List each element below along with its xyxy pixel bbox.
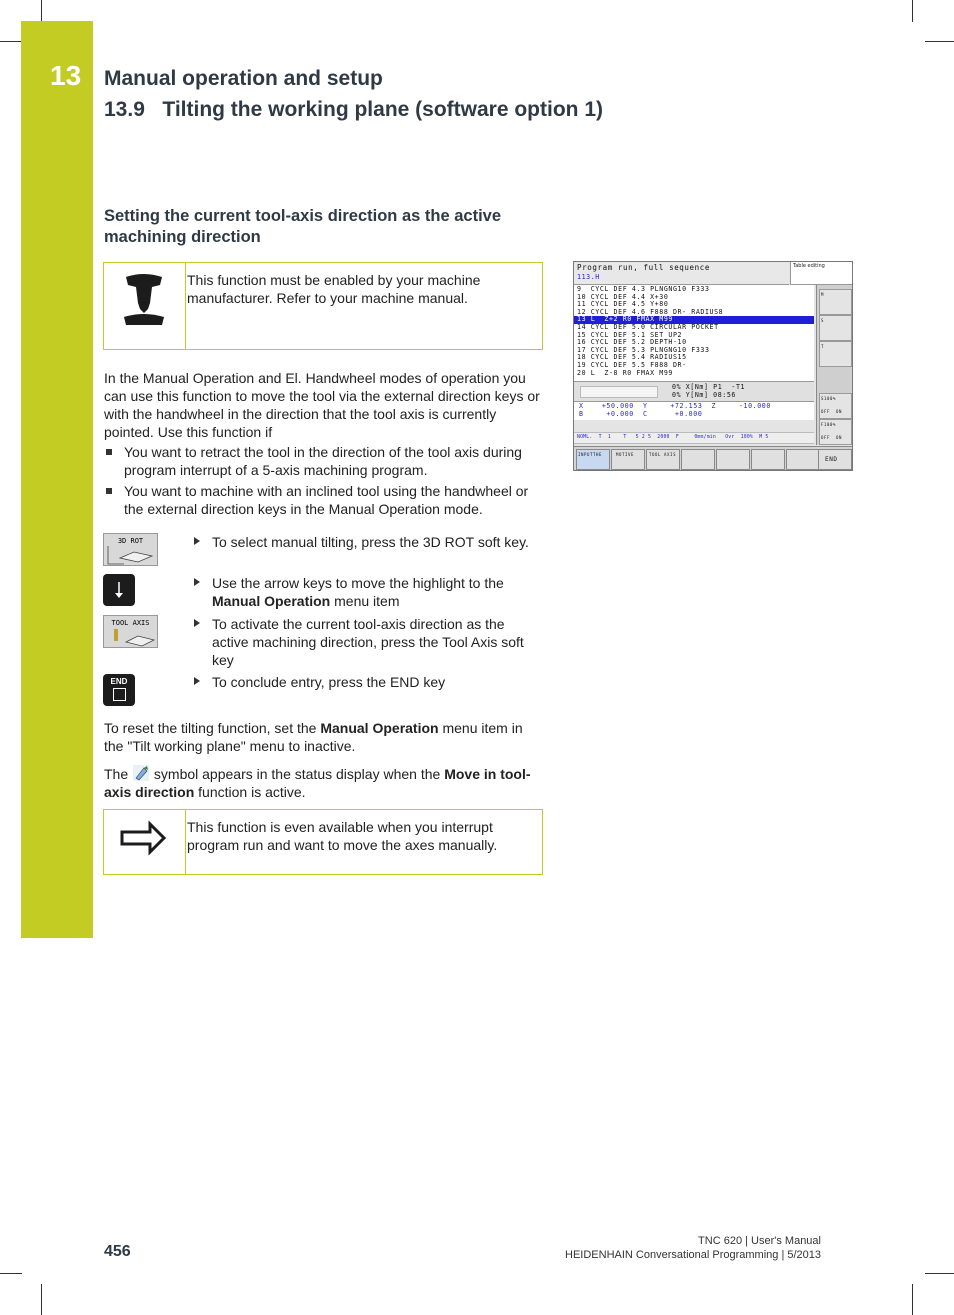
softkey[interactable] <box>681 449 715 470</box>
softkey[interactable] <box>751 449 785 470</box>
symbol-paragraph: The symbol appears in the status display when the Move in tool-axis direction function is active. <box>104 766 531 800</box>
softkey[interactable]: TOOL AXIS <box>646 449 680 470</box>
bullet-icon <box>106 449 112 455</box>
spindle-override[interactable]: S100% OFF ON <box>819 393 852 419</box>
reset-paragraph: To reset the tilting function, set the Manual Operation menu item in the "Tilt working plane" menu to inactive. <box>104 720 523 754</box>
side-softkey[interactable]: S <box>819 315 852 341</box>
chapter-title: Manual operation and setup <box>104 67 383 90</box>
crop-mark <box>912 0 913 22</box>
3d-rot-icon <box>104 534 159 567</box>
tool-axis-softkey[interactable]: TOOL AXIS <box>103 615 158 648</box>
screen-file-name: 113.H <box>577 273 600 281</box>
page-number: 456 <box>104 1243 131 1260</box>
step-arrow-icon <box>194 677 200 685</box>
arrow-down-icon <box>103 574 135 606</box>
machine-tool-icon <box>104 263 185 349</box>
step-arrow-icon <box>194 619 200 627</box>
softkey[interactable]: MOTIVE <box>611 449 645 470</box>
side-softkey[interactable]: T <box>819 341 852 367</box>
feed-override[interactable]: F100% OFF ON <box>819 419 852 445</box>
crop-mark <box>925 1273 954 1274</box>
intro-paragraph: In the Manual Operation and El. Handwheel modes of operation you can use this function to move the tool via the external direction keys or with the handwheel in the direction that the tool axis is currently pointed. Use this function if <box>104 370 540 440</box>
side-softkey-column <box>816 285 853 445</box>
softkey[interactable] <box>716 449 750 470</box>
crop-mark <box>925 41 954 42</box>
crop-mark <box>41 0 42 22</box>
section-title: 13.9 Tilting the working plane (software option 1) <box>104 98 603 121</box>
softkey[interactable] <box>786 449 820 470</box>
chapter-band <box>21 21 93 938</box>
bullet-icon <box>106 488 112 494</box>
3d-rot-softkey[interactable]: 3D ROT <box>103 533 158 566</box>
note-box-info <box>103 809 543 875</box>
right-arrow-icon <box>104 810 185 874</box>
position-display: X +50.000 Y +72.153 Z -10.000 B +0.000 C +0.000 <box>574 401 814 420</box>
end-key[interactable]: END <box>103 674 135 706</box>
softkey[interactable]: INPUTTHE <box>576 449 610 470</box>
page-heading: Setting the current tool-axis direction as the active machining direction <box>104 207 502 246</box>
end-square-icon <box>113 688 126 701</box>
note-box-machine <box>103 262 543 350</box>
side-softkey[interactable]: M <box>819 289 852 315</box>
control-screenshot <box>573 261 853 471</box>
machine-status-line: NOML. T 1 T 5 2 5 2000 F 0mm/min Ovr 100% M 5 <box>574 432 814 444</box>
footer-manual-title: TNC 620 | User's Manual <box>698 1235 821 1247</box>
status-bar: 0% X[Nm] P1 -T1 0% Y[Nm] 08:56 <box>574 381 814 402</box>
program-listing: 9 CYCL DEF 4.3 PLNGNG10 F333 10 CYCL DEF 4.4 X+30 11 CYCL DEF 4.5 Y+80 12 CYCL DEF 4.6 F888 DR- RADIUS8 13 L Z+2 R0 FMAX M99 14 CYCL DEF 5.0 CIRCULAR POCKET 15 CYCL DEF 5.1 SET UP2 16 CYCL DEF 5.2 DEPTH-10 17 CYCL DEF 5.3 PLNGNG10 F333 18 CYCL DEF 5.4 RADIUS15 19 CYCL DEF 5.5 F888 DR- 20 L Z-8 R0 FMAX M99 <box>574 285 814 381</box>
step-arrow-icon <box>194 578 200 586</box>
softkey-row <box>574 446 852 471</box>
tool-axis-status-icon <box>132 764 150 782</box>
crop-mark <box>0 1273 22 1274</box>
screen-mode-title: Program run, full sequence <box>577 263 710 272</box>
note-text: This function is even available when you interrupt program run and want to move the axes manually. <box>187 819 498 853</box>
tool-axis-icon <box>104 616 159 649</box>
end-softkey[interactable]: END <box>818 449 852 470</box>
arrow-down-key[interactable] <box>103 574 135 606</box>
chapter-number: 13 <box>50 60 82 91</box>
step-arrow-icon <box>194 537 200 545</box>
crop-mark <box>0 41 22 42</box>
crop-mark <box>41 1284 42 1315</box>
table-editing-tab[interactable]: Table editing <box>790 262 853 285</box>
note-text: This function must be enabled by your machine manufacturer. Refer to your machine manual. <box>187 272 481 306</box>
crop-mark <box>912 1284 913 1315</box>
footer-publisher: HEIDENHAIN Conversational Programming | 5/2013 <box>565 1249 821 1261</box>
